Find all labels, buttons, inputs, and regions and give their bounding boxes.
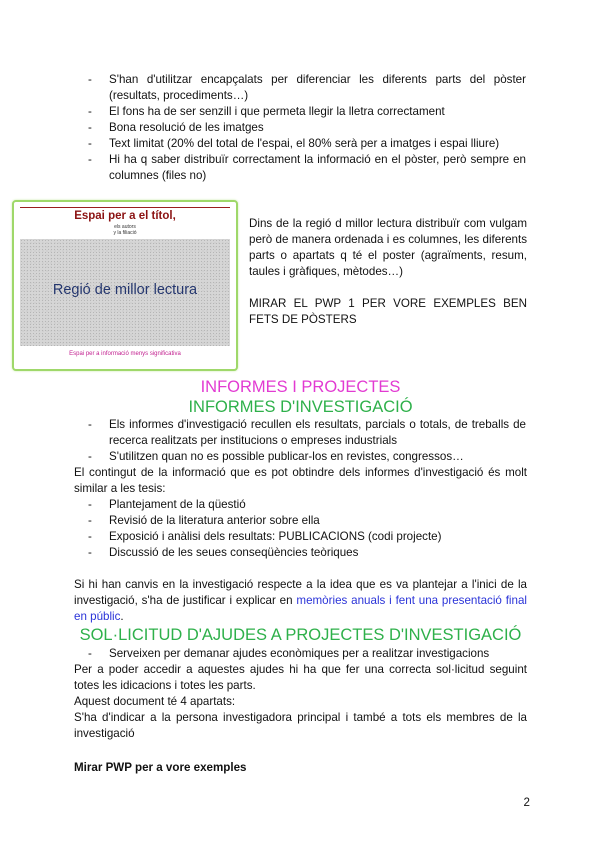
poster-reading-region xyxy=(20,239,230,346)
poster-guidelines-list xyxy=(86,72,526,184)
ajudes-sections-line: Aquest document té 4 apartats: xyxy=(74,695,236,708)
informes-list xyxy=(86,417,526,465)
poster-title-label: Espai per a el títol, xyxy=(74,210,176,222)
list-item: - Plantejament de la qüestió xyxy=(86,497,526,513)
poster-examples-note: MIRAR EL PWP 1 PER VORE EXEMPLES BEN FETS DE PÒSTERS xyxy=(249,297,527,326)
ajudes-members-paragraph: S'ha d'indicar a la persona investigadora principal i també a tots els membres de la investigació xyxy=(74,711,527,740)
poster-layout-image xyxy=(12,200,238,371)
list-item: - Els informes d'investigació recullen els resultats, parcials o totals, de treballs de recerca realitzats per institucions o empreses industrials xyxy=(86,417,526,449)
content-intro-paragraph: El contingut de la informació que es pot obtindre dels informes d'investigació és molt similar a les tesis: xyxy=(74,466,527,495)
section-heading-sollicitud: SOL·LICITUD D'AJUDES A PROJECTES D'INVESTIGACIÓ xyxy=(79,626,522,644)
poster-top-rule xyxy=(20,207,230,208)
list-item: - El fons ha de ser senzill i que permeta llegir la lletra correctament xyxy=(86,104,526,120)
changes-text: Si hi han canvis en la investigació respecte a la idea que es va plantejar a l'inici de la investigació, s'ha de justificar i explicar en xyxy=(74,578,527,607)
list-item: - Revisió de la literatura anterior sobre ella xyxy=(86,513,526,529)
ajudes-paragraph: Per a poder accedir a aquestes ajudes hi ha que fer una correcta sol·licitud seguint totes les idicacions i totes les parts. xyxy=(74,663,527,692)
poster-affiliation-label: y la filiació xyxy=(113,230,137,236)
poster-authors-label: els autors xyxy=(114,224,136,230)
content-list xyxy=(86,497,526,561)
list-item: - Bona resolució de les imatges xyxy=(86,120,526,136)
section-heading-informes-projectes: INFORMES I PROJECTES xyxy=(200,378,401,396)
changes-end: . xyxy=(120,610,124,623)
page-number: 2 xyxy=(523,796,530,809)
ajudes-list xyxy=(86,646,526,662)
list-item: - Exposició i anàlisi dels resultats: PUBLICACIONS (codi projecte) xyxy=(86,529,526,545)
list-item: - Hi ha q saber distribuïr correctament la informació en el pòster, però sempre en columnes (files no) xyxy=(86,152,526,184)
poster-description: Dins de la regió d millor lectura distribuïr com vulgam però de manera ordenada i es columnes, les diferents parts o apartats q té el poster (agraïments, resum, taules i gràfiques, mètodes…) xyxy=(249,217,527,278)
list-item: - Discussió de les seues conseqüències teòriques xyxy=(86,545,526,561)
list-item: - Text limitat (20% del total de l'espai, el 80% serà per a imatges i espai lliure) xyxy=(86,136,526,152)
examples-bold-note: Mirar PWP per a vore exemples xyxy=(74,761,247,774)
changes-paragraph xyxy=(74,577,527,625)
poster-region-label: Regió de millor lectura xyxy=(52,282,198,298)
section-heading-informes-investigacio: INFORMES D'INVESTIGACIÓ xyxy=(188,398,413,416)
list-item: - S'han d'utilitzar encapçalats per diferenciar les diferents parts del pòster (resultats, procediments…) xyxy=(86,72,526,104)
changes-link: memòries anuals i fent una presentació final en públic xyxy=(74,594,527,623)
poster-secondary-label: Espai per a informació menys significativa xyxy=(69,351,181,357)
list-item: - Serveixen per demanar ajudes econòmiques per a realitzar investigacions xyxy=(86,646,526,662)
list-item: - S'utilitzen quan no es possible publicar-los en revistes, congressos… xyxy=(86,449,526,465)
poster-title-area xyxy=(20,205,230,237)
